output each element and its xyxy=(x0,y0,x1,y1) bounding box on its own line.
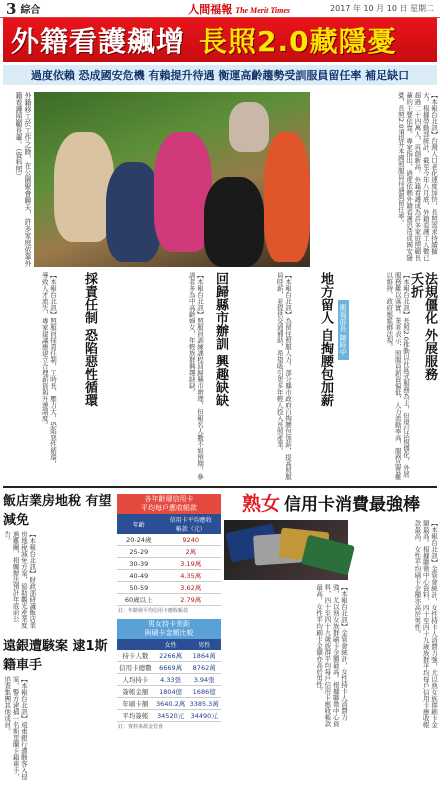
section-divider xyxy=(3,486,437,488)
masthead-zh: 人間福報 xyxy=(188,2,233,16)
story-1-headline: 法規僵化 外展服務夭折 xyxy=(408,272,437,381)
photo-caption: 外籍移工於工作之餘，在公園聚會聊天，許多家庭依靠外籍看護照顧長輩。（資料照） xyxy=(15,92,32,267)
story-2-text: 【本報台北訊】為留住照服人力，部分縣市政府自掏腰包加薪，提高照服員時薪，並提供交通補助，希望吸引更多年輕人投入長照產業。 xyxy=(275,272,292,480)
row-m: 3.94張 xyxy=(187,674,221,686)
row-f: 6669萬 xyxy=(154,662,188,674)
table-row xyxy=(117,582,221,594)
row-f: 1804億 xyxy=(154,686,188,698)
row-k: 簽帳金額 xyxy=(117,686,154,698)
subheadline-deck: 過度依賴 恐成國安危機 有賴提升待遇 衡運高齡趨勢受訓服員留任率 補足缺口 xyxy=(3,65,437,85)
masthead-en: The Merit Times xyxy=(235,5,291,15)
row-k: 年刷卡額 xyxy=(117,698,154,710)
col-female: 女性 xyxy=(154,639,188,650)
row-k: 人均持卡 xyxy=(117,674,154,686)
news-photo xyxy=(34,92,310,267)
table-row xyxy=(117,674,221,686)
stats-note-2: 註：資料來源金管會 xyxy=(118,724,164,730)
credit-card-text: 【本報台北訊】金管會統計，女性持卡人消費力強，尤以熟女族群刷卡金額最高。根據聯徵中心資料，四十至四十九歲族群平均每戶信用卡應收帳款最高，女性平均刷卡金額亦高於男性。 xyxy=(413,520,438,728)
main-story-text: 【本報台北訊】台灣人口老化速度加快，長照需求持續擴大。根據勞動部統計，截至今年八月底，外籍看護工人數已超過二十四萬人，再創新高，外籍看護成為許多家庭照顧長輩的主要依靠。專家指出，過度依賴外籍看護恐造成國安隱憂，長照2.0須提升本國照服員待遇與留任率。 xyxy=(396,92,438,261)
hotel-tax-text: 【本報台北訊】財政部研議飯店業房地稅減免方案，協助觀光產業度過難關，相關辦法預計年底前公告。 xyxy=(3,531,37,629)
photo-person-2 xyxy=(106,162,161,262)
credit-cards-photo xyxy=(224,520,348,580)
row-f: 2266萬 xyxy=(154,650,188,662)
story-4-headline: 採責任制 恐陷惡性循環 xyxy=(82,272,97,407)
row-f: 4.33張 xyxy=(154,674,188,686)
section-label: 綜合 xyxy=(20,5,41,16)
bank-hack-text: 【本報台北訊】遠東銀行遭駭客入侵案，警方逮捕一名斯里蘭卡籍車手，追查集團其他成員。 xyxy=(3,676,28,780)
headline-yellow: 長照2.0藏隱憂 xyxy=(199,25,397,58)
issue-date: 2017 年 10 月 10 日 星期二 xyxy=(330,4,434,13)
photo-person-4 xyxy=(204,177,264,267)
row-k: 平均簽帳 xyxy=(117,710,154,722)
col-male: 男性 xyxy=(187,639,221,650)
photo-person-5 xyxy=(229,102,269,152)
stats-title-2: 男女持卡差距 與刷卡金額比較 xyxy=(117,619,221,639)
row-m: 1864萬 xyxy=(187,650,221,662)
story-2-headline: 地方留人 自掏腰包加薪 xyxy=(318,272,333,407)
row-age: 20-24歲 xyxy=(117,534,161,546)
headline-banner xyxy=(3,18,437,62)
story-1-text: 【本報台北訊】長照2.0推動以社區式服務為主，但現行法規僵化，外展服務難以落實。業者表示，照服員薪資偏低，人力流動率高，服務品質難以維持，政府應鬆綁法規。 xyxy=(385,272,410,480)
row-f: 34520元 xyxy=(154,710,188,722)
bank-hack-headline: 遠銀遭駭案 逮1斯籍車手 xyxy=(3,639,108,673)
row-age: 50-59 xyxy=(117,582,161,594)
row-amount: 3.62萬 xyxy=(161,582,221,594)
story-3-headline: 回歸縣市辦訓 興趣缺缺 xyxy=(213,272,228,407)
card-4 xyxy=(301,535,355,576)
table-row xyxy=(117,710,221,722)
age-table xyxy=(117,514,221,606)
story-4-text: 【本報台北訊】照服員採責任制，工時長、壓力大，恐陷惡性循環，導致人才流失，專家建議應建立合理薪資與升遷制度。 xyxy=(40,272,57,467)
headline-black-part: 信用卡消費最強棒 xyxy=(284,494,420,515)
stats-title-1: 各年齡層信用卡 平均每戶應收帳款 xyxy=(117,494,221,514)
row-amount: 2.79萬 xyxy=(161,594,221,606)
row-k: 持卡人數 xyxy=(117,650,154,662)
row-m: 8762萬 xyxy=(187,662,221,674)
col-age: 年齡 xyxy=(117,514,161,534)
table-row xyxy=(117,594,221,606)
hotel-tax-headline: 飯店業房地稅 有望減免 xyxy=(3,494,112,528)
stats-note-1: 註：年齡層平均信用卡應收帳款 xyxy=(118,608,189,614)
row-amount: 9240 xyxy=(161,534,221,546)
row-amount: 3.19萬 xyxy=(161,558,221,570)
headline-red-part: 熟女 xyxy=(241,492,280,515)
credit-card-headline xyxy=(224,490,438,514)
row-f: 3640.2萬 xyxy=(154,698,188,710)
headline-white: 外籍看護飆增 xyxy=(11,25,186,58)
row-amount: 2萬 xyxy=(161,546,221,558)
row-age: 25-29 xyxy=(117,546,161,558)
row-m: 34490元 xyxy=(187,710,221,722)
story-3-text: 【本報台北訊】照服員訓練課程回歸縣市辦理，但報名人數不如預期，參訓者多為中高齡婦女，年輕族群興趣缺缺。 xyxy=(187,272,204,480)
story-1-byline: 衛福部長 陳時中 xyxy=(338,300,349,360)
table-row xyxy=(117,650,221,662)
left-bottom-stories xyxy=(3,490,115,780)
table-row xyxy=(117,558,221,570)
page-number: 3 xyxy=(6,0,17,18)
credit-card-stats xyxy=(117,494,221,732)
row-age: 40-49 xyxy=(117,570,161,582)
table-row xyxy=(117,686,221,698)
table-row xyxy=(117,546,221,558)
row-k: 信用卡總數 xyxy=(117,662,154,674)
row-m: 1686億 xyxy=(187,686,221,698)
row-m: 3385.3萬 xyxy=(187,698,221,710)
credit-card-text-cont: 【本報台北訊】金管會統計，女性持卡人消費力強，尤以熟女族群刷卡金額最高。根據聯徵中心資料，四十至四十九歲族群平均每戶信用卡應收帳款最高，女性平均刷卡金額亦高於男性。 xyxy=(315,584,348,727)
gender-table xyxy=(117,639,221,722)
row-age: 60歲以上 xyxy=(117,594,161,606)
table-row xyxy=(117,534,221,546)
page-header xyxy=(0,0,440,18)
photo-person-1 xyxy=(54,132,114,242)
photo-person-6 xyxy=(264,132,310,262)
table-row xyxy=(117,570,221,582)
row-amount: 4.35萬 xyxy=(161,570,221,582)
table-row xyxy=(117,662,221,674)
col-amount: 信用卡平均應收 帳款（元） xyxy=(161,514,221,534)
masthead xyxy=(188,1,290,17)
row-age: 30-39 xyxy=(117,558,161,570)
table-row xyxy=(117,698,221,710)
